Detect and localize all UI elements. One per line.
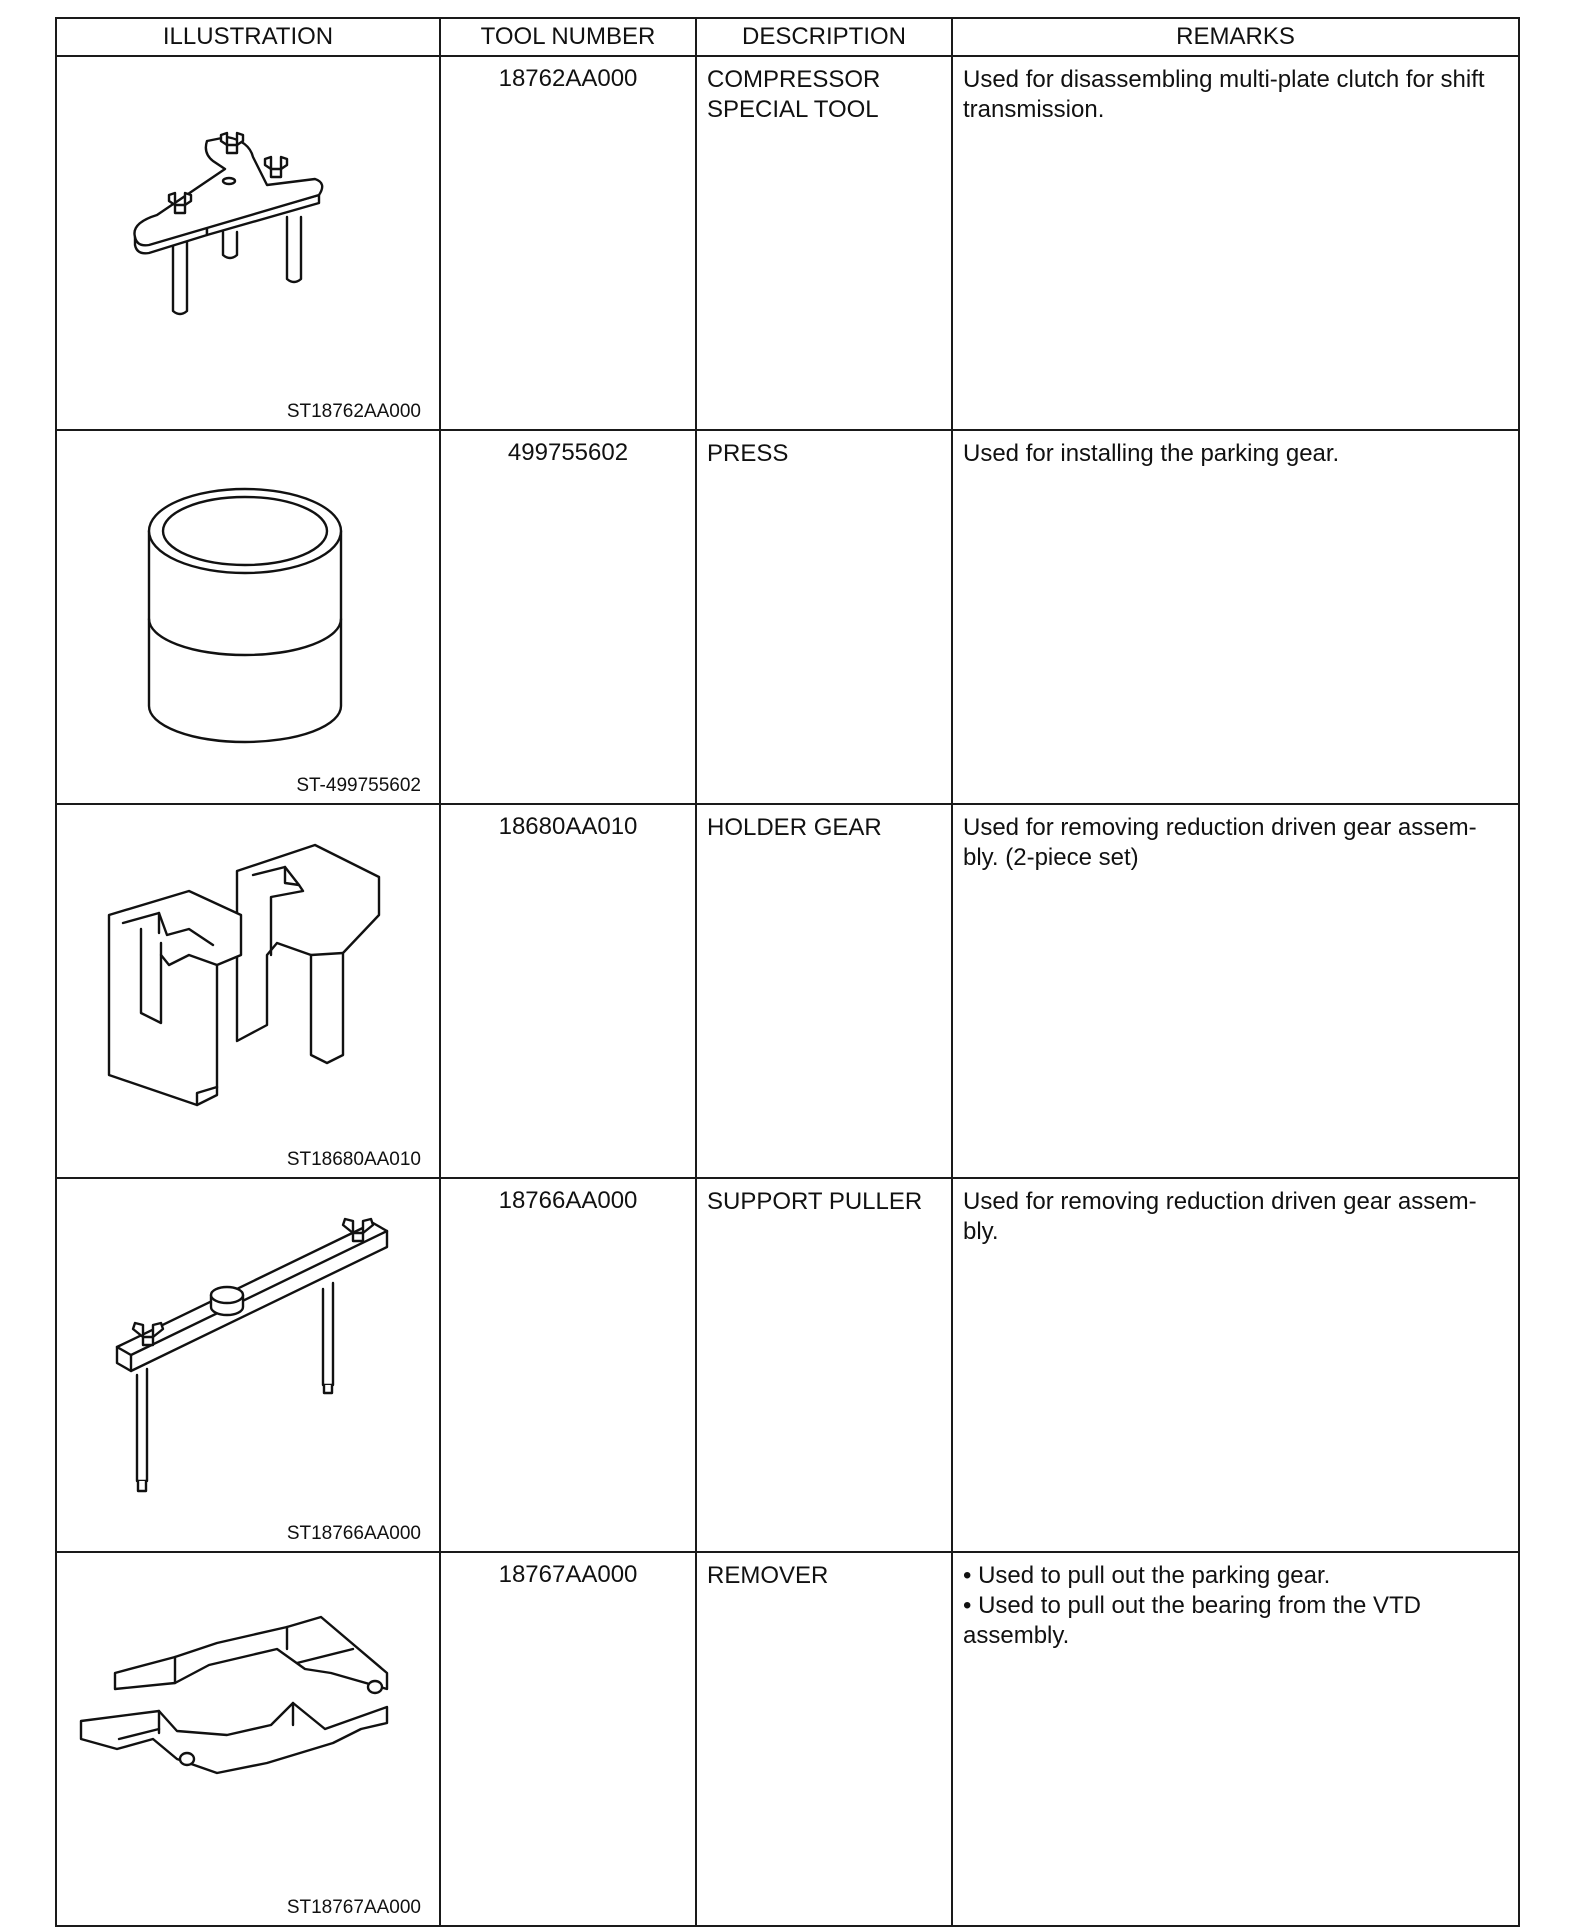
support-puller-drawing xyxy=(57,1179,439,1551)
remarks-cell xyxy=(952,1552,1519,1926)
tool-number: 18766AA000 xyxy=(498,1187,638,1214)
special-tools-table xyxy=(55,17,1520,1927)
press-drawing xyxy=(57,431,439,803)
remarks: Used for installing the parking gear. xyxy=(963,440,1340,467)
illustration-code: ST18680AA010 xyxy=(286,1149,421,1170)
tool-number-cell xyxy=(440,1552,696,1926)
tool-number: 18762AA000 xyxy=(498,65,638,92)
remarks: Used for removing reduction driven gear assem-bly. (2-piece set) xyxy=(963,814,1477,871)
tool-number-cell xyxy=(440,56,696,430)
illustration-cell xyxy=(56,430,440,804)
header-illustration: ILLUSTRATION xyxy=(56,18,440,56)
illustration-cell xyxy=(56,1178,440,1552)
description-cell xyxy=(696,430,952,804)
remover-drawing xyxy=(57,1553,439,1925)
header-description: DESCRIPTION xyxy=(696,18,952,56)
holder-gear-drawing xyxy=(57,805,439,1177)
description-cell xyxy=(696,1178,952,1552)
remarks: Used for removing reduction driven gear assem-bly. xyxy=(963,1188,1477,1245)
table-row xyxy=(56,1552,1519,1926)
description-cell xyxy=(696,804,952,1178)
header-row xyxy=(56,18,1519,56)
tool-number: 499755602 xyxy=(507,439,629,466)
description: HOLDER GEAR xyxy=(707,814,882,841)
remarks-cell xyxy=(952,1178,1519,1552)
description: SUPPORT PULLER xyxy=(707,1188,923,1215)
remarks-cell xyxy=(952,804,1519,1178)
header-remarks: REMARKS xyxy=(952,18,1519,56)
table-row xyxy=(56,430,1519,804)
description-cell xyxy=(696,1552,952,1926)
illustration-cell xyxy=(56,56,440,430)
illustration-cell xyxy=(56,804,440,1178)
table-row xyxy=(56,804,1519,1178)
remarks-bullet: • Used to pull out the bearing from the VTD assembly. xyxy=(963,1591,1508,1651)
tool-number: 18767AA000 xyxy=(498,1561,638,1588)
table-row xyxy=(56,56,1519,430)
illustration-code: ST18766AA000 xyxy=(286,1523,421,1544)
remarks-bullet: • Used to pull out the parking gear. xyxy=(963,1561,1508,1591)
compressor-special-tool-drawing xyxy=(57,57,439,429)
remarks-list xyxy=(953,1553,1518,1651)
tool-number-cell xyxy=(440,1178,696,1552)
illustration-code: ST18767AA000 xyxy=(286,1897,421,1918)
illustration-cell xyxy=(56,1552,440,1926)
header-tool-number: TOOL NUMBER xyxy=(440,18,696,56)
remarks-cell xyxy=(952,56,1519,430)
remarks: Used for disassembling multi-plate clutch for shift transmission. xyxy=(963,66,1485,123)
description-cell xyxy=(696,56,952,430)
illustration-code: ST18762AA000 xyxy=(286,401,421,422)
table-row xyxy=(56,1178,1519,1552)
remarks-cell xyxy=(952,430,1519,804)
tool-number-cell xyxy=(440,804,696,1178)
illustration-code: ST-499755602 xyxy=(296,775,421,796)
description: COMPRESSOR SPECIAL TOOL xyxy=(707,66,881,123)
description: REMOVER xyxy=(707,1562,829,1589)
tool-number: 18680AA010 xyxy=(498,813,638,840)
tool-number-cell xyxy=(440,430,696,804)
description: PRESS xyxy=(707,440,789,467)
